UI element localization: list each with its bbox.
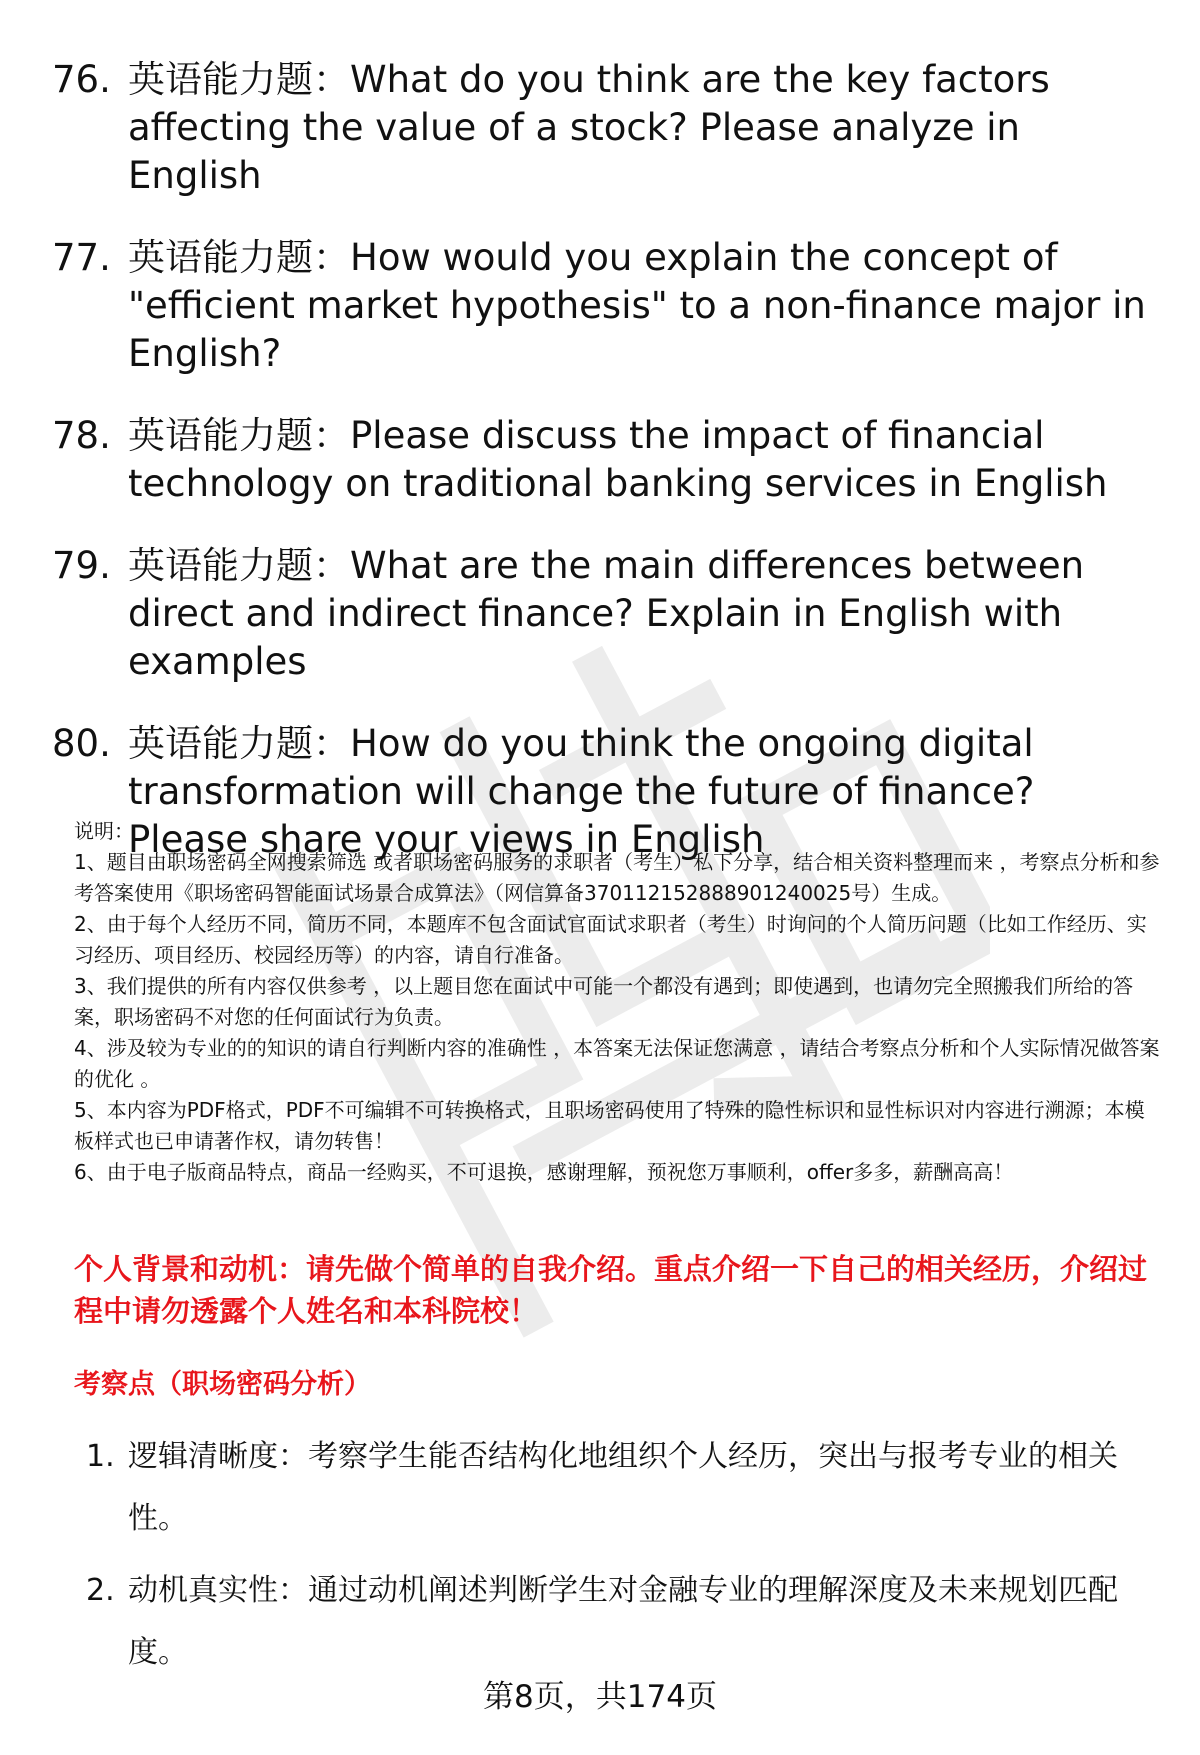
page-footer bbox=[0, 1676, 1200, 1718]
highlight-section bbox=[74, 1248, 1164, 1404]
notes-section bbox=[74, 816, 1164, 1188]
question-item bbox=[52, 56, 1162, 200]
note-item: 4、涉及较为专业的的知识的请自行判断内容的准确性 ，本答案无法保证您满意 ，请结合考察点分析和个人实际情况做答案的优化 。 bbox=[74, 1036, 1160, 1091]
notes-title: 说明： bbox=[74, 819, 134, 843]
question-list bbox=[52, 56, 1162, 898]
question-text: 英语能力题：What are the main differences between direct and indirect finance? Explain in English with examples bbox=[128, 544, 1085, 683]
question-text: 英语能力题：Please discuss the impact of financial technology on traditional banking services in English bbox=[128, 414, 1108, 505]
question-item bbox=[52, 234, 1162, 378]
point-text: 逻辑清晰度：考察学生能否结构化地组织个人经历，突出与报考专业的相关性。 bbox=[128, 1439, 1118, 1536]
question-item bbox=[52, 412, 1162, 508]
point-number: 2. bbox=[86, 1573, 115, 1608]
question-item bbox=[52, 542, 1162, 686]
note-item: 5、本内容为PDF格式，PDF不可编辑不可转换格式，且职场密码使用了特殊的隐性标识和显性标识对内容进行溯源；本模板样式也已申请著作权，请勿转售！ bbox=[74, 1098, 1145, 1153]
note-item: 1、题目由职场密码全网搜索筛选 或者职场密码服务的求职者（考生）私下分享，结合相关资料整理而来 ，考察点分析和参考答案使用《职场密码智能面试场景合成算法》（网信算备370112152888901240025号）生成。 bbox=[74, 850, 1160, 905]
point-text: 动机真实性：通过动机阐述判断学生对金融专业的理解深度及未来规划匹配度。 bbox=[128, 1573, 1118, 1670]
question-number: 79. bbox=[52, 544, 111, 587]
analysis-section-title: 考察点（职场密码分析） bbox=[74, 1369, 371, 1400]
question-text: 英语能力题：How would you explain the concept of "efficient market hypothesis" to a non-finance major in English? bbox=[128, 236, 1146, 375]
interview-question: 个人背景和动机：请先做个简单的自我介绍。重点介绍一下自己的相关经历，介绍过程中请勿透露个人姓名和本科院校！ bbox=[74, 1252, 1148, 1328]
question-number: 76. bbox=[52, 58, 111, 101]
question-number: 80. bbox=[52, 722, 111, 765]
question-text: 英语能力题：What do you think are the key factors affecting the value of a stock? Please analyze in English bbox=[128, 58, 1050, 197]
question-number: 78. bbox=[52, 414, 111, 457]
question-number: 77. bbox=[52, 236, 111, 279]
note-item: 2、由于每个人经历不同，简历不同，本题库不包含面试官面试求职者（考生）时询问的个人简历问题（比如工作经历、实习经历、项目经历、校园经历等）的内容，请自行准备。 bbox=[74, 912, 1147, 967]
page-number: 第8页，共174页 bbox=[483, 1679, 717, 1715]
assessment-point bbox=[86, 1560, 1146, 1684]
note-item: 6、由于电子版商品特点，商品一经购买，不可退换，感谢理解，预祝您万事顺利，offer多多，薪酬高高！ bbox=[74, 1160, 1014, 1184]
note-item: 3、我们提供的所有内容仅供参考 ，以上题目您在面试中可能一个都没有遇到；即使遇到，也请勿完全照搬我们所给的答案，职场密码不对您的任何面试行为负责。 bbox=[74, 974, 1134, 1029]
question-text: 英语能力题：How do you think the ongoing digital transformation will change the future of finance? Please share your views in English bbox=[128, 722, 1035, 861]
point-number: 1. bbox=[86, 1439, 115, 1474]
assessment-point bbox=[86, 1426, 1146, 1550]
assessment-points bbox=[86, 1426, 1146, 1694]
